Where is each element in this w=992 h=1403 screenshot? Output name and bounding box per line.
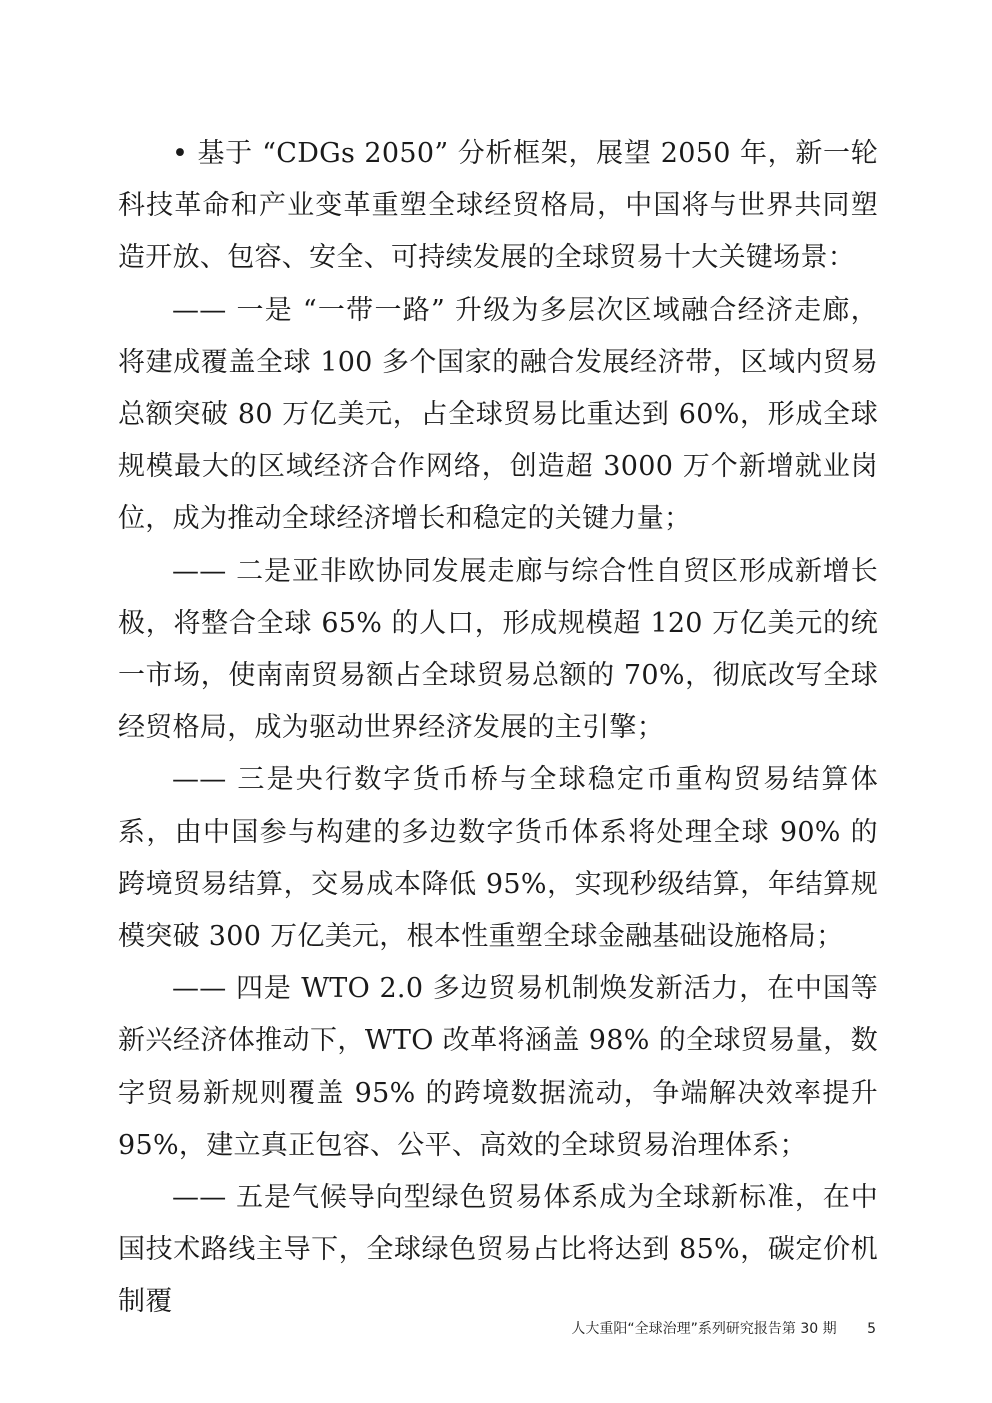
page-number: 5 <box>867 1321 876 1337</box>
paragraph-scenario-4: —— 四是 WTO 2.0 多边贸易机制焕发新活力，在中国等新兴经济体推动下，WTO 改革将涵盖 98% 的全球贸易量，数字贸易新规则覆盖 95% 的跨境数据流动，争端解决效率提升 95%，建立真正包容、公平、高效的全球贸易治理体系； <box>118 973 878 1161</box>
paragraph-scenario-5: —— 五是气候导向型绿色贸易体系成为全球新标准，在中国技术路线主导下，全球绿色贸易占比将达到 85%，碳定价机制覆 <box>118 1182 878 1318</box>
footer-series-title: 人大重阳“全球治理”系列研究报告第 30 期 <box>571 1321 837 1337</box>
paragraph-intro: • 基于 “CDGs 2050” 分析框架，展望 2050 年，新一轮科技革命和产业变革重塑全球经贸格局，中国将与世界共同塑造开放、包容、安全、可持续发展的全球贸易十大关键场景： <box>118 138 878 274</box>
paragraph-scenario-2: —— 二是亚非欧协同发展走廊与综合性自贸区形成新增长极，将整合全球 65% 的人口，形成规模超 120 万亿美元的统一市场，使南南贸易额占全球贸易总额的 70%，彻底改写全球经贸格局，成为驱动世界经济发展的主引擎； <box>118 555 878 744</box>
paragraph-scenario-1: —— 一是 “一带一路” 升级为多层次区域融合经济走廊，将建成覆盖全球 100 多个国家的融合发展经济带，区域内贸易总额突破 80 万亿美元，占全球贸易比重达到 60%，形成全球规模最大的区域经济合作网络，创造超 3000 万个新增就业岗位，成为推动全球经济增长和稳定的关键力量； <box>118 294 878 535</box>
page-footer <box>571 1318 876 1338</box>
body-text <box>118 128 878 1329</box>
paragraph-scenario-3: —— 三是央行数字货币桥与全球稳定币重构贸易结算体系，由中国参与构建的多边数字货币体系将处理全球 90% 的跨境贸易结算，交易成本降低 95%，实现秒级结算，年结算规模突破 300 万亿美元，根本性重塑全球金融基础设施格局； <box>118 764 878 953</box>
